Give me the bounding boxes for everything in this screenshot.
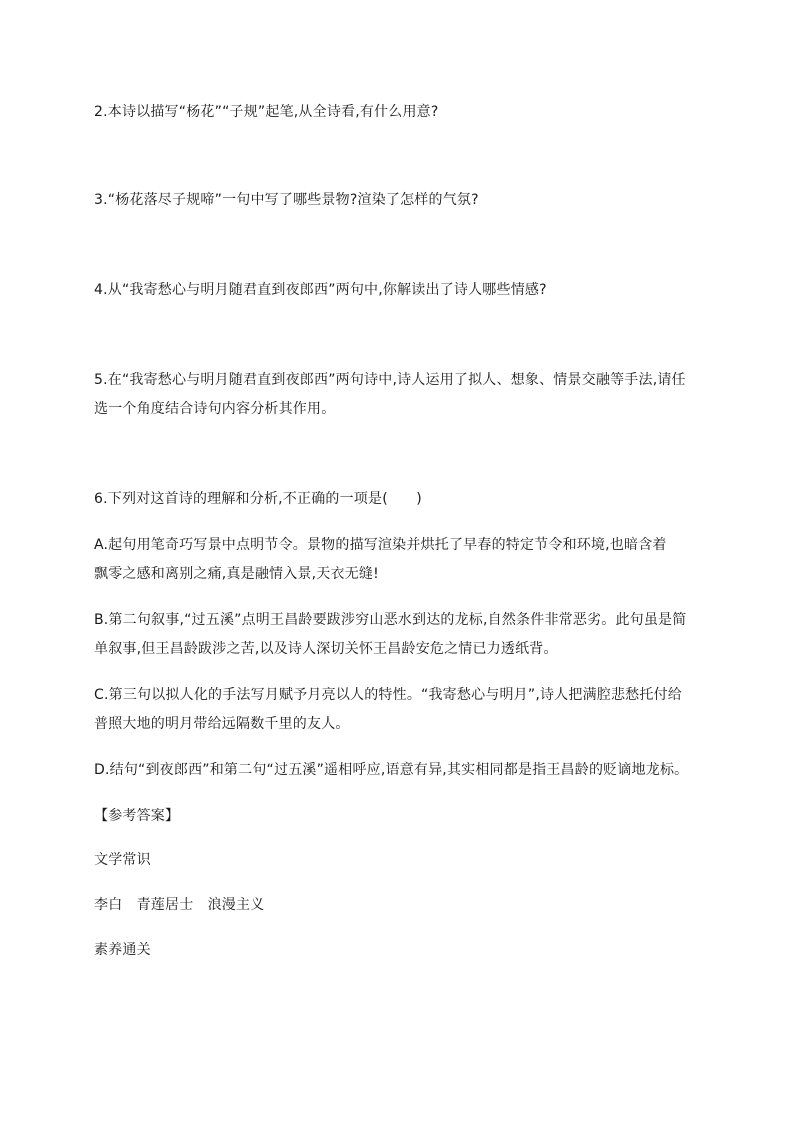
answer-literary-knowledge: 李白 青莲居士 浪漫主义: [94, 897, 265, 913]
option-a-line-2: 飘零之感和离别之痛,真是融情入景,天衣无缝!: [94, 566, 379, 582]
option-b-line-1: B.第二句叙事,“过五溪”点明王昌龄要跋涉穷山恶水到达的龙标,自然条件非常恶劣。此句虽是简: [94, 612, 687, 628]
section-literary-knowledge: 文学常识: [94, 852, 151, 868]
option-b-line-2: 单叙事,但王昌龄跋涉之苦,以及诗人深切关怀王昌龄安危之情已力透纸背。: [94, 641, 558, 657]
option-c-line-1: C.第三句以拟人化的手法写月赋予月亮以人的特性。“我寄愁心与明月”,诗人把满腔悲愁托付给: [94, 687, 682, 703]
option-c-line-2: 普照大地的明月带给远隔数千里的友人。: [94, 716, 350, 732]
question-2: 2.本诗以描写“杨花”“子规”起笔,从全诗看,有什么用意?: [94, 104, 439, 120]
question-6: 6.下列对这首诗的理解和分析,不正确的一项是( ): [94, 491, 422, 507]
question-4: 4.从“我寄愁心与明月随君直到夜郎西”两句中,你解读出了诗人哪些情感?: [94, 282, 547, 298]
option-a-line-1: A.起句用笔奇巧写景中点明节令。景物的描写渲染并烘托了早春的特定节令和环境,也暗含着: [94, 537, 667, 553]
option-d-line-1: D.结句“到夜郎西”和第二句“过五溪”遥相呼应,语意有异,其实相同都是指王昌龄的贬谪地龙标。: [94, 762, 689, 778]
question-3: 3.“杨花落尽子规啼”一句中写了哪些景物?渲染了怎样的气氛?: [94, 192, 479, 208]
answers-heading: 【参考答案】: [94, 808, 180, 824]
question-5-line-1: 5.在“我寄愁心与明月随君直到夜郎西”两句诗中,诗人运用了拟人、想象、情景交融等手法,请任: [94, 372, 686, 388]
question-5-line-2: 选一个角度结合诗句内容分析其作用。: [94, 401, 336, 417]
section-literacy: 素养通关: [94, 942, 151, 958]
